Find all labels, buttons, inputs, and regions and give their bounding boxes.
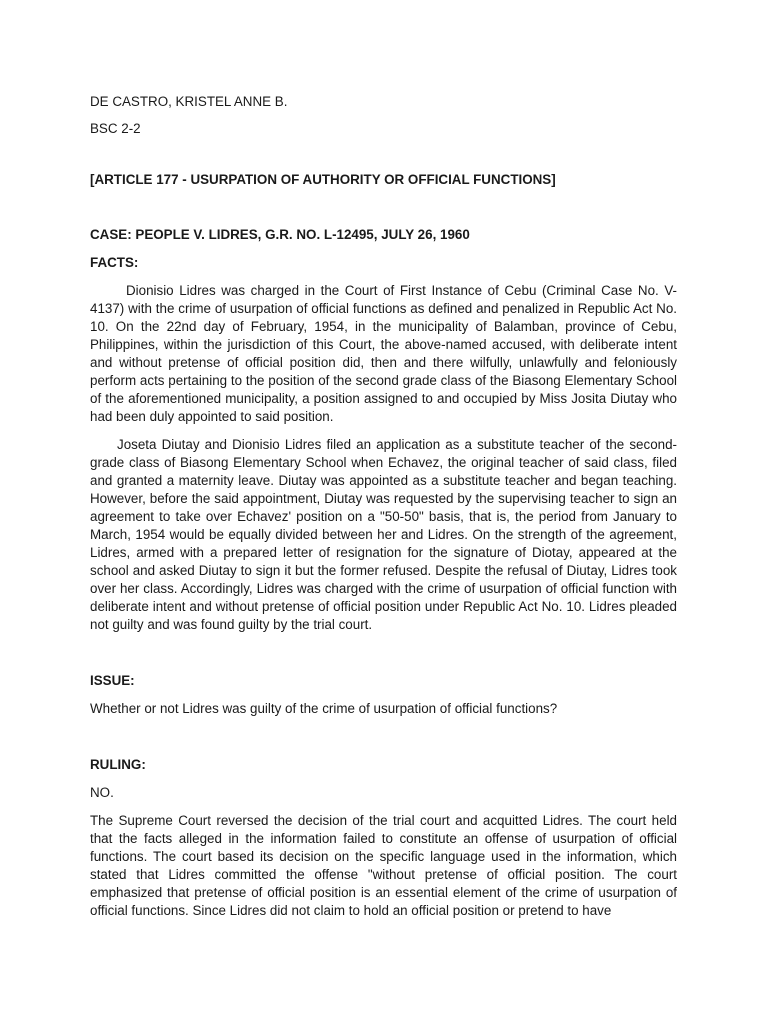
facts-heading: FACTS: [90,255,139,270]
ruling-text: The Supreme Court reversed the decision of the trial court and acquitted Lidres. The court held that the facts alleged in the information failed to constitute an offense of usurpation of official functions. The court based its decision on the specific language used in the information, which stated that Lidres committed the offense "without pretense of official position. The court emphasized that pretense of official position is an essential element of the crime of usurpation of official functions. Since Lidres did not claim to hold an official position or pretend to have [90,813,677,918]
ruling-answer: NO. [90,785,114,800]
facts-paragraph-1: Dionisio Lidres was charged in the Court of First Instance of Cebu (Criminal Case No. V-4137) with the crime of usurpation of official functions as defined and penalized in Republic Act No. 10. On the 22nd day of February, 1954, in the municipality of Balamban, province of Cebu, Philippines, within the jurisdiction of this Court, the above-named accused, with deliberate intent and without pretense of official position did, then and there wilfully, unlawfully and feloniously perform acts pertaining to the position of the second grade class of the Biasong Elementary School of the aforementioned municipality, a position assigned to and occupied by Miss Josita Diutay who had been duly appointed to said position. [90,283,677,424]
issue-heading: ISSUE: [90,673,135,688]
case-title: CASE: PEOPLE V. LIDRES, G.R. NO. L-12495, JULY 26, 1960 [90,227,470,242]
facts-paragraph-2: Joseta Diutay and Dionisio Lidres filed an application as a substitute teacher of the second-grade class of Biasong Elementary School when Echavez, the original teacher of said class, filed and granted a maternity leave. Diutay was appointed as a substitute teacher and began teaching. However, before the said appointment, Diutay was requested by the supervising teacher to sign an agreement to take over Echavez' position on a "50-50" basis, that is, the period from January to March, 1954 would be equally divided between her and Lidres. On the strength of the agreement, Lidres, armed with a prepared letter of resignation for the signature of Diotay, appeared at the school and asked Diutay to sign it but the former refused. Despite the refusal of Diutay, Lidres took over her class. Accordingly, Lidres was charged with the crime of usurpation of official function with deliberate intent and without pretense of official position under Republic Act No. 10. Lidres pleaded not guilty and was found guilty by the trial court. [90,437,677,632]
document-page [90,93,677,920]
article-title: [ARTICLE 177 - USURPATION OF AUTHORITY OR OFFICIAL FUNCTIONS] [90,172,556,187]
student-name: DE CASTRO, KRISTEL ANNE B. [90,94,288,109]
ruling-heading: RULING: [90,757,146,772]
student-section: BSC 2-2 [90,121,141,136]
issue-text: Whether or not Lidres was guilty of the crime of usurpation of official functions? [90,701,558,716]
